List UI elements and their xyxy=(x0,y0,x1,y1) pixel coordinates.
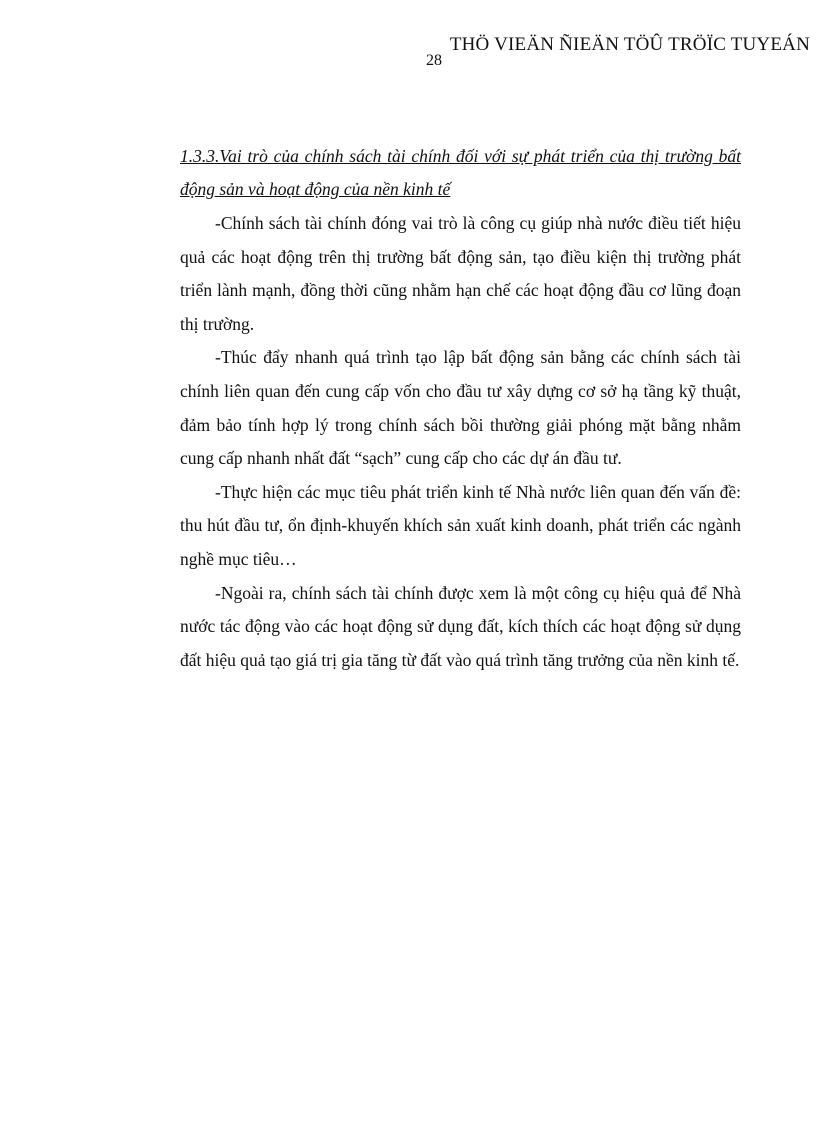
library-watermark-text: THÖ VIEÄN ÑIEÄN TÖÛ TRÖÏC TUYEÁN xyxy=(449,34,810,55)
document-body xyxy=(180,140,741,677)
paragraph-1: -Chính sách tài chính đóng vai trò là công cụ giúp nhà nước điều tiết hiệu quả các hoạt động trên thị trường bất động sản, tạo điều kiện thị trường phát triển lành mạnh, đồng thời cũng nhằm hạn chế các hoạt động đầu cơ lũng đoạn thị trường. xyxy=(180,213,741,334)
paragraph-2: -Thúc đẩy nhanh quá trình tạo lập bất động sản bằng các chính sách tài chính liên quan đến cung cấp vốn cho đầu tư xây dựng cơ sở hạ tầng kỹ thuật, đảm bảo tính hợp lý trong chính sách bồi thường giải phóng mặt bằng nhằm cung cấp nhanh nhất đất “sạch” cung cấp cho các dự án đầu tư. xyxy=(180,347,741,469)
paragraph-3: -Thực hiện các mục tiêu phát triển kinh tế Nhà nước liên quan đến vấn đề: thu hút đầu tư, ổn định-khuyến khích sản xuất kinh doanh, phát triển các ngành nghề mục tiêu… xyxy=(180,481,741,569)
section-heading: 1.3.3.Vai trò của chính sách tài chính đối với sự phát triển của thị trường bất động sản và hoạt động của nền kinh tế xyxy=(180,146,741,199)
paragraph-4: -Ngoài ra, chính sách tài chính được xem là một công cụ hiệu quả để Nhà nước tác động vào các hoạt động sử dụng đất, kích thích các hoạt động sử dụng đất hiệu quả tạo giá trị gia tăng từ đất vào quá trình tăng trưởng của nền kinh tế. xyxy=(180,582,741,670)
page-number: 28 xyxy=(426,52,442,69)
